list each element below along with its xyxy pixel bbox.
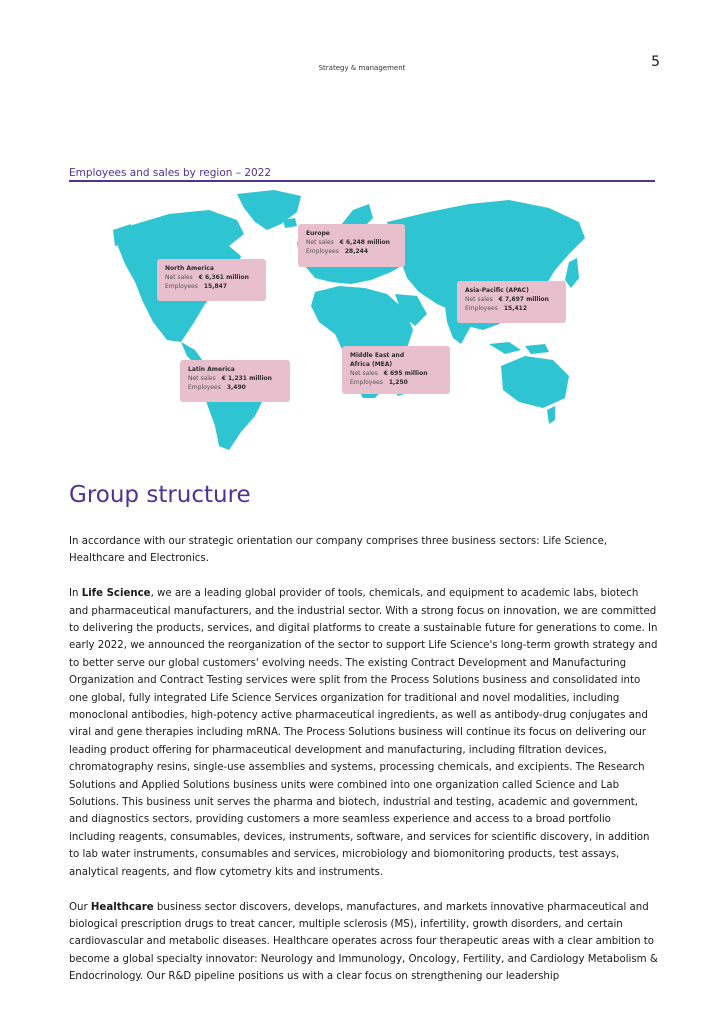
map-japan (565, 258, 579, 288)
employees-label: Employees (306, 248, 339, 255)
net-sales-value: € 695 million (383, 370, 428, 377)
employees-label: Employees (165, 283, 198, 290)
paragraph-body: business sector discovers, develops, manufactures, and markets innovative pharmaceutical and biological prescription drugs to treat cancer, multiple sclerosis (MS), infertility, growth disorders, and certain cardiovascular and metabolic diseases. Healthcare operates across four therapeutic areas with a clear ambition to become a global specialty innovator: Neurology and Immunology, Oncology, Fertility, and Cardiology Metabolism & Endocrinology. Our R&D pipeline positions us with a clear focus on strengthening our leadership (69, 901, 658, 983)
sector-name-healthcare: Healthcare (90, 901, 154, 913)
employees-label: Employees (350, 379, 383, 386)
running-head: Strategy & management (318, 64, 406, 72)
paragraph-lead: In (69, 588, 82, 600)
employees-value: 1,250 (388, 379, 408, 386)
net-sales-value: € 6,248 million (339, 239, 390, 246)
net-sales-label: Net sales (165, 274, 193, 281)
employees-value: 15,412 (503, 305, 527, 312)
figure-title: Employees and sales by region – 2022 (69, 167, 272, 179)
employees-value: 28,244 (344, 248, 368, 255)
paragraph-intro: In accordance with our strategic orientation our company comprises three business sectors: Life Science, Healthcare and Electronics. (69, 536, 608, 565)
region-name-line1: Middle East and (350, 352, 405, 359)
employees-label: Employees (465, 305, 498, 312)
net-sales-label: Net sales (188, 375, 216, 382)
paragraph-lead: Our (69, 901, 91, 913)
paragraph-healthcare (69, 899, 659, 986)
sector-name-life-science: Life Science (81, 588, 151, 600)
paragraph-life-science (69, 585, 659, 881)
map-new-zealand (547, 406, 555, 424)
section-title: Group structure (69, 482, 251, 508)
region-name: North America (165, 265, 214, 272)
map-indonesia (489, 342, 549, 354)
figure-divider (69, 180, 655, 182)
employees-label: Employees (188, 384, 221, 391)
net-sales-label: Net sales (306, 239, 334, 246)
region-callout-apac (457, 281, 566, 323)
region-name: Asia-Pacific (APAC) (465, 287, 529, 294)
net-sales-label: Net sales (465, 296, 493, 303)
region-name: Europe (306, 230, 330, 237)
region-callout-north-america (157, 259, 266, 301)
region-callout-latin-america (180, 360, 290, 402)
world-map-figure (69, 184, 655, 454)
net-sales-value: € 7,697 million (498, 296, 549, 303)
body-text (69, 533, 659, 1003)
region-callout-europe (298, 224, 405, 267)
region-name-line2: Africa (MEA) (350, 361, 393, 368)
page-number: 5 (651, 54, 660, 70)
employees-value: 3,490 (226, 384, 246, 391)
net-sales-label: Net sales (350, 370, 378, 377)
region-name: Latin America (188, 366, 235, 373)
region-callout-mea (342, 346, 450, 394)
employees-value: 15,847 (203, 283, 227, 290)
paragraph-body: , we are a leading global provider of tools, chemicals, and equipment to academic labs, biotech and pharmaceutical manufacturers, and the industrial sector. With a strong focus on innovation, we are committed to delivering the products, services, and digital platforms to create a sustainable future for generations to come. In early 2022, we announced the reorganization of the sector to support Life Science's long-term growth strategy and to better serve our global customers' evolving needs. The existing Contract Development and Manufacturing Organization and Contract Testing services were split from the Process Solutions business and consolidated into one global, fully integrated Life Science Services organization for traditional and novel modalities, including monoclonal antibodies, high-potency active pharmaceutical ingredients, as well as antibody-drug conjugates and viral and gene therapies including mRNA. The Process Solutions business will continue its focus on delivering our leading product offering for pharmaceutical development and manufacturing, including filtration devices, chromatography resins, single-use assemblies and systems, processing chemicals, and excipients. The Research Solutions and Applied Solutions business units were combined into one organization called Science and Lab Solutions. This business unit serves the pharma and biotech, industrial and testing, academic and government, and diagnostics sectors, providing customers a more seamless experience and access to a broad portfolio including reagents, consumables, devices, instruments, software, and services for scientific discovery, in addition to lab water instruments, consumables and services, microbiology and biomonitoring products, test assays, analytical reagents, and flow cytometry kits and instruments. (69, 588, 658, 878)
map-australia (501, 356, 569, 408)
net-sales-value: € 1,231 million (221, 375, 272, 382)
net-sales-value: € 6,361 million (198, 274, 249, 281)
